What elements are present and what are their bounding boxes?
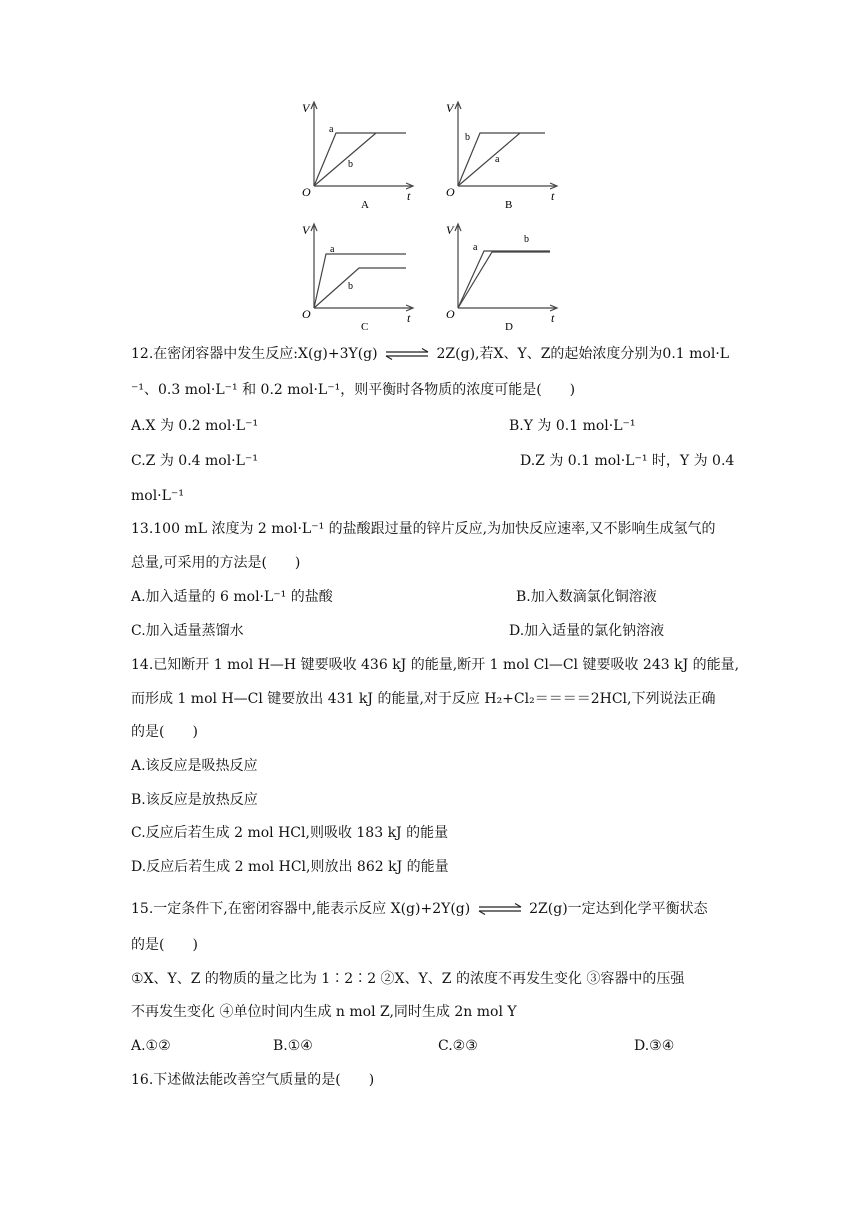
q14-stem-line-2: 而形成 1 mol H—Cl 键要放出 431 kJ 的能量,对于反应 H₂+Cl₂＝＝＝＝2HCl,下列说法正确 [131,691,716,707]
q14-option-a[interactable]: A.该反应是吸热反应 [131,758,258,774]
q13-option-d[interactable]: D.加入适量的氯化钠溶液 [509,623,665,639]
q14-stem-line-3: 的是( ) [131,724,198,740]
equilibrium-arrow-icon [384,347,430,361]
q13-option-a[interactable]: A.加入适量的 6 mol·L⁻¹ 的盐酸 [131,589,333,605]
q13-stem-line-2: 总量,可采用的方法是( ) [131,555,301,571]
curve-label-1: b [465,132,470,143]
origin-label: O [446,185,455,199]
q12-stem-part-1: 12.在密闭容器中发生反应:X(g)+3Y(g) [131,346,378,362]
q13-option-b[interactable]: B.加入数滴氯化铜溶液 [516,589,657,605]
q12-stem-part-2: 2Z(g),若X、Y、Z的起始浓度分别为0.1 mol·L [436,346,730,362]
q14-option-d[interactable]: D.反应后若生成 2 mol HCl,则放出 862 kJ 的能量 [131,859,449,875]
q16-stem-line-1: 16.下述做法能改善空气质量的是( ) [131,1072,375,1088]
axis-y-label: V [446,223,454,237]
q13-option-c[interactable]: C.加入适量蒸馏水 [131,623,244,639]
q15-stem-line-1 [131,899,708,919]
q12-stem-line-2: ⁻¹、0.3 mol·L⁻¹ 和 0.2 mol·L⁻¹，则平衡时各物质的浓度可能是( ) [131,382,576,398]
panel-caption: C [361,321,369,333]
axis-x-label: t [407,189,411,203]
equilibrium-arrow-icon [477,902,523,916]
q15-conditions-line-2: 不再发生变化 ④单位时间内生成 n mol Z,同时生成 2n mol Y [131,1004,517,1020]
axis-x-label: t [407,311,411,325]
curve-label-2: a [495,154,500,165]
q14-option-b[interactable]: B.该反应是放热反应 [131,792,258,808]
graph-panel-d [440,218,570,338]
axis-y-label: V [302,101,310,115]
graph-panel-a [296,96,426,216]
axis-y-label: V [446,101,454,115]
q12-option-c[interactable]: C.Z 为 0.4 mol·L⁻¹ [131,453,258,469]
axis-x-label: t [551,311,555,325]
axis-y-label: V [302,223,310,237]
q12-stem-line-1 [131,344,729,364]
q14-option-c[interactable]: C.反应后若生成 2 mol HCl,则吸收 183 kJ 的能量 [131,825,449,841]
panel-caption: B [505,199,513,211]
origin-label: O [302,185,311,199]
q12-option-b[interactable]: B.Y 为 0.1 mol·L⁻¹ [509,418,636,434]
q15-option-d[interactable]: D.③④ [634,1038,675,1054]
graph-panel-c [296,218,426,338]
origin-label: O [302,307,311,321]
q15-option-b[interactable]: B.①④ [273,1038,313,1054]
q15-stem-part-1: 15.一定条件下,在密闭容器中,能表示反应 X(g)+2Y(g) [131,901,471,917]
curve-label-2: b [348,159,353,170]
q15-stem-line-2: 的是( ) [131,937,198,953]
q15-option-c[interactable]: C.②③ [438,1038,478,1054]
axis-x-label: t [551,189,555,203]
panel-caption: A [361,199,369,211]
q12-option-d[interactable]: D.Z 为 0.1 mol·L⁻¹ 时，Y 为 0.4 [520,453,735,469]
q12-option-d-continued: mol·L⁻¹ [131,488,184,504]
q15-conditions-line-1: ①X、Y、Z 的物质的量之比为 1∶2∶2 ②X、Y、Z 的浓度不再发生变化 ③容器中的压强 [131,971,685,987]
q13-stem-line-1: 13.100 mL 浓度为 2 mol·L⁻¹ 的盐酸跟过量的锌片反应,为加快反应速率,又不影响生成氢气的 [131,521,716,537]
curve-label-1: a [330,244,335,255]
curve-label-1: a [473,242,478,253]
curve-label-1: a [329,124,334,135]
graph-panel-b [440,96,570,216]
q15-stem-part-2: 2Z(g)一定达到化学平衡状态 [529,901,708,917]
q15-option-a[interactable]: A.①② [131,1038,171,1054]
panel-caption: D [505,321,513,333]
curve-label-2: b [348,281,353,292]
q12-option-a[interactable]: A.X 为 0.2 mol·L⁻¹ [131,418,259,434]
origin-label: O [446,307,455,321]
q14-stem-line-1: 14.已知断开 1 mol H—H 键要吸收 436 kJ 的能量,断开 1 mol Cl—Cl 键要吸收 243 kJ 的能量, [131,657,740,673]
curve-label-2: b [524,234,529,245]
